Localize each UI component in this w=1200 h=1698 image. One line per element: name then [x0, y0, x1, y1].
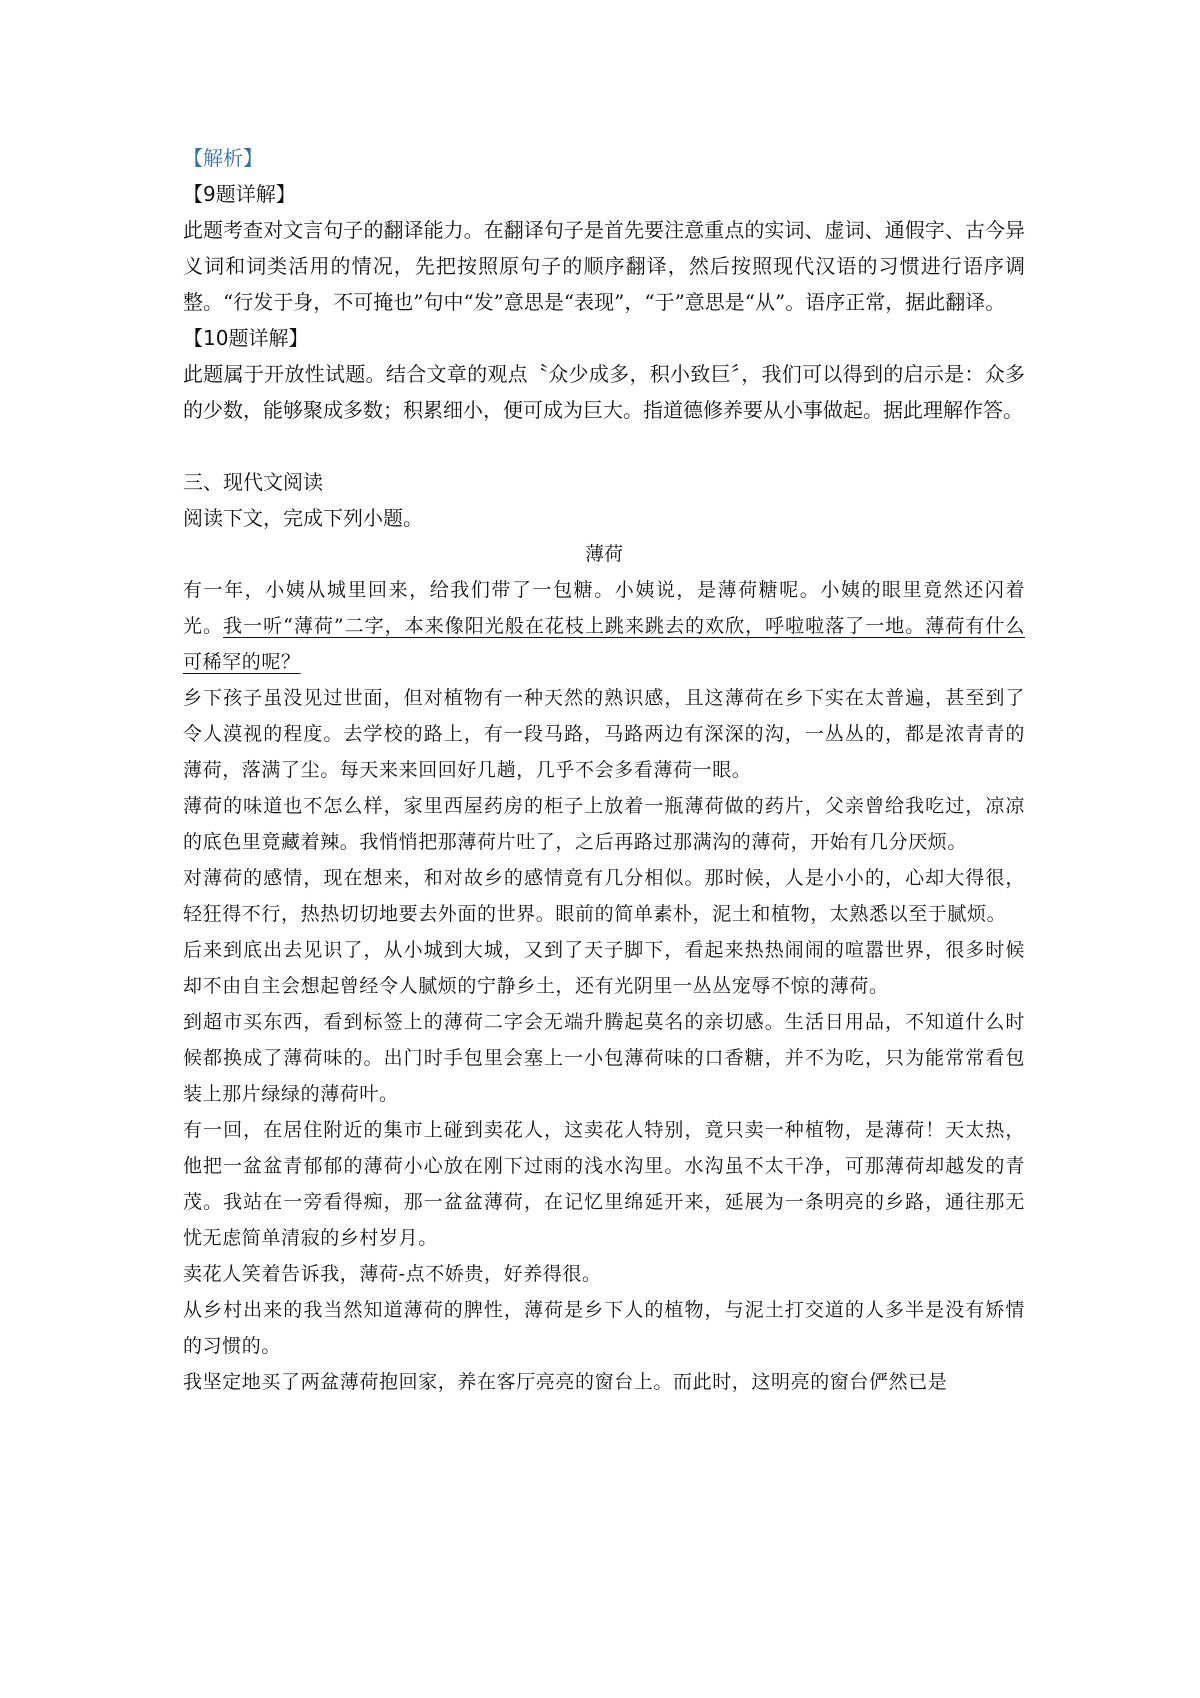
paragraph-1-text: 有一年，小姨从城里回来，给我们带了一包糖。小姨说，是薄荷糖呢。小姨的眼里竟然还闪着光。 [183, 579, 1025, 637]
passage-paragraph: 有一回，在居住附近的集市上碰到卖花人，这卖花人特别，竟只卖一种植物，是薄荷！天太热，他把一盆盆青郁郁的薄荷小心放在刚下过雨的浅水沟里。水沟虽不太干净，可那薄荷却越发的青茂。我站在一旁看得痴，那一盆盆薄荷，在记忆里绵延开来，延展为一条明亮的乡路，通往那无忧无虑简单清寂的乡村岁月。 [183, 1119, 1025, 1249]
passage-paragraph: 对薄荷的感情，现在想来，和对故乡的感情竟有几分相似。那时候，人是小小的，心却大得很，轻狂得不行，热热切切地要去外面的世界。眼前的简单素朴，泥土和植物，太熟悉以至于腻烦。 [183, 867, 1025, 925]
passage-title: 薄荷 [584, 543, 623, 565]
passage-paragraph: 后来到底出去见识了，从小城到大城，又到了天子脚下，看起来热热闹闹的喧嚣世界，很多时候却不由自主会想起曾经令人腻烦的宁静乡土，还有光阴里一丛丛宠辱不惊的薄荷。 [183, 939, 1025, 997]
passage-paragraph-1 [183, 572, 1025, 680]
passage-paragraph: 从乡村出来的我当然知道薄荷的脾性，薄荷是乡下人的植物，与泥土打交道的人多半是没有矫情的习惯的。 [183, 1299, 1025, 1357]
document-page [183, 140, 1025, 1400]
underlined-sentence: 我一听“薄荷”二字，本来像阳光般在花枝上跳来跳去的欢欣，呼啦啦落了一地。薄荷有什么可稀罕的呢？ [183, 615, 1025, 673]
section-heading: 三、现代文阅读 [183, 470, 323, 494]
q9-explanation: 此题考查对文言句子的翻译能力。在翻译句子是首先要注意重点的实词、虚词、通假字、古今异义词和词类活用的情况，先把按照原句子的顺序翻译，然后按照现代汉语的习惯进行语序调整。“行发于身，不可掩也”句中“发”意思是“表现”，“于”意思是“从”。语序正常，据此翻译。 [183, 218, 1025, 314]
analysis-label: 【解析】 [183, 146, 263, 170]
passage-paragraph: 我坚定地买了两盆薄荷抱回家，养在客厅亮亮的窗台上。而此时，这明亮的窗台俨然已是 [183, 1371, 948, 1393]
passage-paragraph: 卖花人笑着告诉我，薄荷-点不娇贵，好养得很。 [183, 1263, 602, 1285]
q10-explanation: 此题属于开放性试题。结合文章的观点〝众少成多，积小致巨〞，我们可以得到的启示是：众多的少数，能够聚成多数；积累细小，便可成为巨大。指道德修养要从小事做起。据此理解作答。 [183, 362, 1025, 422]
q10-label: 【10题详解】 [183, 326, 309, 350]
blank-line [183, 428, 1025, 464]
reading-instruction: 阅读下文，完成下列小题。 [183, 506, 423, 530]
passage-paragraph: 乡下孩子虽没见过世面，但对植物有一种天然的熟识感，且这薄荷在乡下实在太普遍，甚至到了令人漠视的程度。去学校的路上，有一段马路，马路两边有深深的沟，一丛丛的，都是浓青青的薄荷，落满了尘。每天来来回回好几趟，几乎不会多看薄荷一眼。 [183, 687, 1025, 781]
q9-label: 【9题详解】 [183, 182, 296, 206]
passage-paragraph: 薄荷的味道也不怎么样，家里西屋药房的柜子上放着一瓶薄荷做的药片，父亲曾给我吃过，凉凉的底色里竟藏着辣。我悄悄把那薄荷片吐了，之后再路过那满沟的薄荷，开始有几分厌烦。 [183, 795, 1025, 853]
passage-paragraph: 到超市买东西，看到标签上的薄荷二字会无端升腾起莫名的亲切感。生活日用品，不知道什么时候都换成了薄荷味的。出门时手包里会塞上一小包薄荷味的口香糖，并不为吃，只为能常常看包装上那片绿绿的薄荷叶。 [183, 1011, 1025, 1105]
